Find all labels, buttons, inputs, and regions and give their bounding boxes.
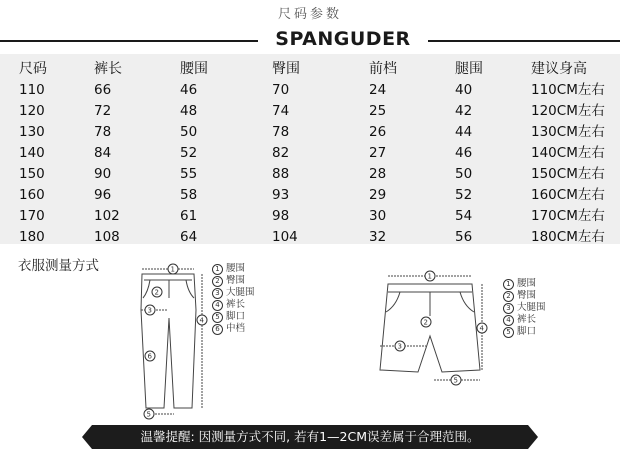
table-cell: 50 xyxy=(180,124,198,140)
legend-item: 3 大腿围 xyxy=(212,287,255,299)
table-cell: 96 xyxy=(94,187,112,203)
measurement-section-title: 衣服测量方式 xyxy=(18,258,99,274)
marker-hip xyxy=(421,317,431,327)
legend-item: 4 裤长 xyxy=(212,299,255,311)
table-cell: 180CM左右 xyxy=(531,229,605,245)
table-cell: 64 xyxy=(180,229,198,245)
brand-divider-left xyxy=(0,40,258,42)
footer-arrow-left xyxy=(82,425,92,449)
table-cell: 130CM左右 xyxy=(531,124,605,140)
table-cell: 46 xyxy=(455,145,473,161)
table-cell: 56 xyxy=(455,229,473,245)
pants-diagram xyxy=(128,258,218,420)
table-cell: 72 xyxy=(94,103,112,119)
table-cell: 110CM左右 xyxy=(531,82,605,98)
svg-text:1: 1 xyxy=(427,272,432,281)
footer-notice-text: 温馨提醒: 因测量方式不同, 若有1—2CM误差属于合理范围。 xyxy=(140,429,480,444)
table-cell: 54 xyxy=(455,208,473,224)
svg-text:3: 3 xyxy=(397,342,402,351)
table-cell: 50 xyxy=(455,166,473,182)
marker-hip xyxy=(152,287,162,297)
table-row xyxy=(0,100,620,122)
marker-knee xyxy=(145,351,155,361)
table-row xyxy=(0,184,620,206)
marker-length xyxy=(197,315,207,325)
column-header: 建议身高 xyxy=(531,61,587,77)
legend-item: 4 裤长 xyxy=(503,314,546,326)
footer-notice-bar xyxy=(92,425,528,449)
brand-banner xyxy=(0,26,620,54)
table-cell: 66 xyxy=(94,82,112,98)
legend-item: 2 臀围 xyxy=(503,290,546,302)
marker-hem xyxy=(451,375,461,385)
legend-item: 6 中档 xyxy=(212,323,255,335)
table-cell: 120 xyxy=(19,103,45,119)
table-cell: 150CM左右 xyxy=(531,166,605,182)
table-row xyxy=(0,142,620,164)
table-cell: 140 xyxy=(19,145,45,161)
shorts-pocket-line xyxy=(386,292,474,316)
pants-pocket-line xyxy=(143,280,194,298)
pants-legend xyxy=(212,263,255,335)
svg-text:2: 2 xyxy=(154,288,159,297)
table-cell: 74 xyxy=(272,103,290,119)
table-cell: 40 xyxy=(455,82,473,98)
svg-text:4: 4 xyxy=(199,316,204,325)
svg-text:1: 1 xyxy=(170,265,175,274)
table-cell: 160CM左右 xyxy=(531,187,605,203)
table-cell: 82 xyxy=(272,145,290,161)
table-cell: 140CM左右 xyxy=(531,145,605,161)
column-header: 腿围 xyxy=(455,61,483,77)
table-cell: 70 xyxy=(272,82,290,98)
table-cell: 98 xyxy=(272,208,290,224)
marker-waist xyxy=(425,271,435,281)
table-cell: 110 xyxy=(19,82,45,98)
table-row xyxy=(0,163,620,185)
table-cell: 32 xyxy=(369,229,387,245)
table-cell: 55 xyxy=(180,166,198,182)
table-header-row xyxy=(0,58,620,80)
table-cell: 180 xyxy=(19,229,45,245)
table-cell: 29 xyxy=(369,187,387,203)
column-header: 腰围 xyxy=(180,61,208,77)
column-header: 前档 xyxy=(369,61,397,77)
legend-item: 5 脚口 xyxy=(212,311,255,323)
marker-thigh xyxy=(145,305,155,315)
table-cell: 78 xyxy=(272,124,290,140)
table-cell: 150 xyxy=(19,166,45,182)
column-header: 裤长 xyxy=(94,61,122,77)
marker-thigh xyxy=(395,341,405,351)
table-cell: 102 xyxy=(94,208,120,224)
marker-hem xyxy=(144,409,154,419)
table-cell: 104 xyxy=(272,229,298,245)
table-cell: 44 xyxy=(455,124,473,140)
size-table xyxy=(0,54,620,244)
table-cell: 78 xyxy=(94,124,112,140)
svg-text:6: 6 xyxy=(147,352,152,361)
svg-text:5: 5 xyxy=(146,410,151,419)
brand-name: SPANGUDER xyxy=(275,28,411,50)
table-cell: 27 xyxy=(369,145,387,161)
table-cell: 88 xyxy=(272,166,290,182)
table-row xyxy=(0,79,620,101)
marker-length xyxy=(477,323,487,333)
table-cell: 26 xyxy=(369,124,387,140)
table-cell: 120CM左右 xyxy=(531,103,605,119)
svg-text:2: 2 xyxy=(423,318,428,327)
table-cell: 42 xyxy=(455,103,473,119)
table-cell: 30 xyxy=(369,208,387,224)
svg-text:4: 4 xyxy=(479,324,484,333)
page-header-title: 尺码参数 xyxy=(277,7,342,22)
marker-waist xyxy=(168,264,178,274)
legend-item: 3 大腿围 xyxy=(503,302,546,314)
svg-text:5: 5 xyxy=(453,376,458,385)
table-cell: 130 xyxy=(19,124,45,140)
table-cell: 28 xyxy=(369,166,387,182)
table-cell: 48 xyxy=(180,103,198,119)
table-row xyxy=(0,205,620,227)
brand-divider-right xyxy=(428,40,620,42)
table-row xyxy=(0,121,620,143)
table-cell: 93 xyxy=(272,187,290,203)
svg-text:3: 3 xyxy=(147,306,152,315)
table-cell: 84 xyxy=(94,145,112,161)
table-cell: 160 xyxy=(19,187,45,203)
table-cell: 24 xyxy=(369,82,387,98)
table-row xyxy=(0,226,620,248)
legend-item: 1 腰围 xyxy=(503,278,546,290)
footer-arrow-right xyxy=(528,425,538,449)
legend-item: 2 臀围 xyxy=(212,275,255,287)
table-cell: 90 xyxy=(94,166,112,182)
table-cell: 52 xyxy=(455,187,473,203)
column-header: 臀围 xyxy=(272,61,300,77)
shorts-legend xyxy=(503,278,546,338)
table-cell: 170 xyxy=(19,208,45,224)
table-cell: 61 xyxy=(180,208,198,224)
table-cell: 52 xyxy=(180,145,198,161)
table-cell: 25 xyxy=(369,103,387,119)
shorts-diagram xyxy=(372,266,500,394)
legend-item: 1 腰围 xyxy=(212,263,255,275)
legend-item: 5 脚口 xyxy=(503,326,546,338)
table-cell: 46 xyxy=(180,82,198,98)
column-header: 尺码 xyxy=(19,61,47,77)
table-cell: 58 xyxy=(180,187,198,203)
table-cell: 108 xyxy=(94,229,120,245)
table-cell: 170CM左右 xyxy=(531,208,605,224)
